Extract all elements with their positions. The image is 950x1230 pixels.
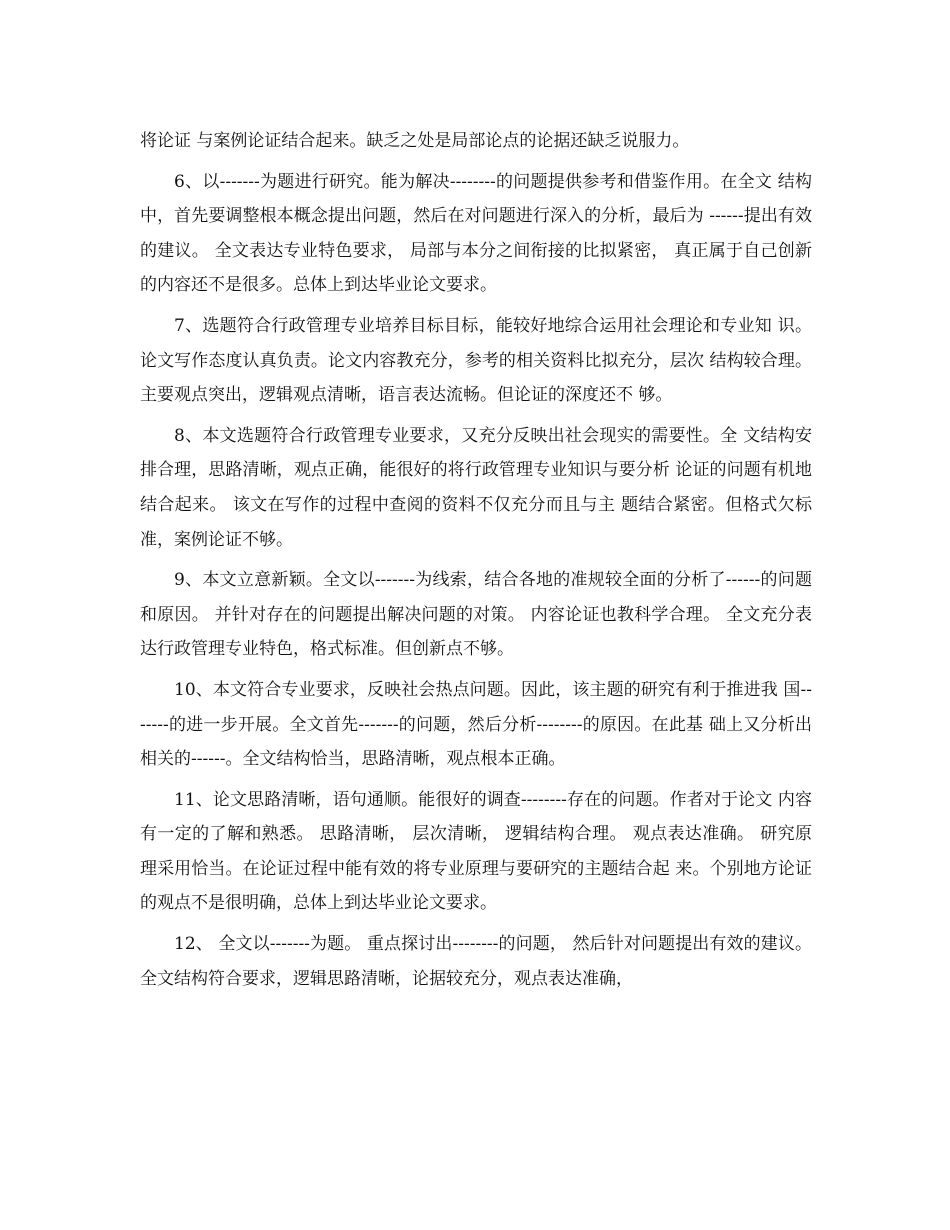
paragraph-item-7: 7、选题符合行政管理专业培养目标目标，能较好地综合运用社会理论和专业知 识。论文写作态度认真负责。论文内容教充分，参考的相关资料比拟充分，层次 结构较合理。主要观点突出，逻辑观点清晰，语言表达流畅。但论证的深度还不 够。 <box>140 315 812 406</box>
paragraph-item-8: 8、本文选题符合行政管理专业要求，又充分反映出社会现实的需要性。全 文结构安排合理，思路清晰，观点正确，能很好的将行政管理专业知识与要分析 论证的问题有机地结合起来。 该文在写作的过程中查阅的资料不仅充分而且与主 题结合紧密。但格式欠标准，案例论证不够。 <box>140 425 812 550</box>
paragraph-item-9: 9、本文立意新颖。全文以-------为线索，结合各地的准规较全面的分析了------的问题和原因。 并针对存在的问题提出解决问题的对策。 内容论证也教科学合理。 全文充分表达行政管理专业特色，格式标准。但创新点不够。 <box>140 570 812 660</box>
paragraph-item-12: 12、 全文以-------为题。 重点探讨出--------的问题， 然后针对问题提出有效的建议。 全文结构符合要求，逻辑思路清晰，论据较充分，观点表达准确， <box>140 934 812 989</box>
document-body <box>140 124 812 1002</box>
paragraph-continuation: 将论证 与案例论证结合起来。缺乏之处是局部论点的论据还缺乏说服力。 <box>140 131 690 151</box>
paragraph-item-6: 6、以-------为题进行研究。能为解决--------的问题提供参考和借鉴作用。在全文 结构中，首先要调整根本概念提出问题，然后在对问题进行深入的分析，最后为 ------提出有效的建议。 全文表达专业特色要求， 局部与本分之间衔接的比拟紧密， 真正属于自己创新的内容还不是很多。总体上到达毕业论文要求。 <box>140 171 812 296</box>
paragraph-item-11: 11、论文思路清晰，语句通顺。能很好的调查--------存在的问题。作者对于论文 内容有一定的了解和熟悉。 思路清晰， 层次清晰， 逻辑结构合理。 观点表达准确。 研究原理采用恰当。在论证过程中能有效的将专业原理与要研究的主题结合起 来。个别地方论证的观点不是很明确，总体上到达毕业论文要求。 <box>140 789 812 914</box>
paragraph-item-10: 10、本文符合专业要求，反映社会热点问题。因此，该主题的研究有利于推进我 国-------的进一步开展。全文首先-------的问题，然后分析--------的原因。在此基 础上又分析出相关的------。全文结构恰当，思路清晰，观点根本正确。 <box>140 679 812 770</box>
